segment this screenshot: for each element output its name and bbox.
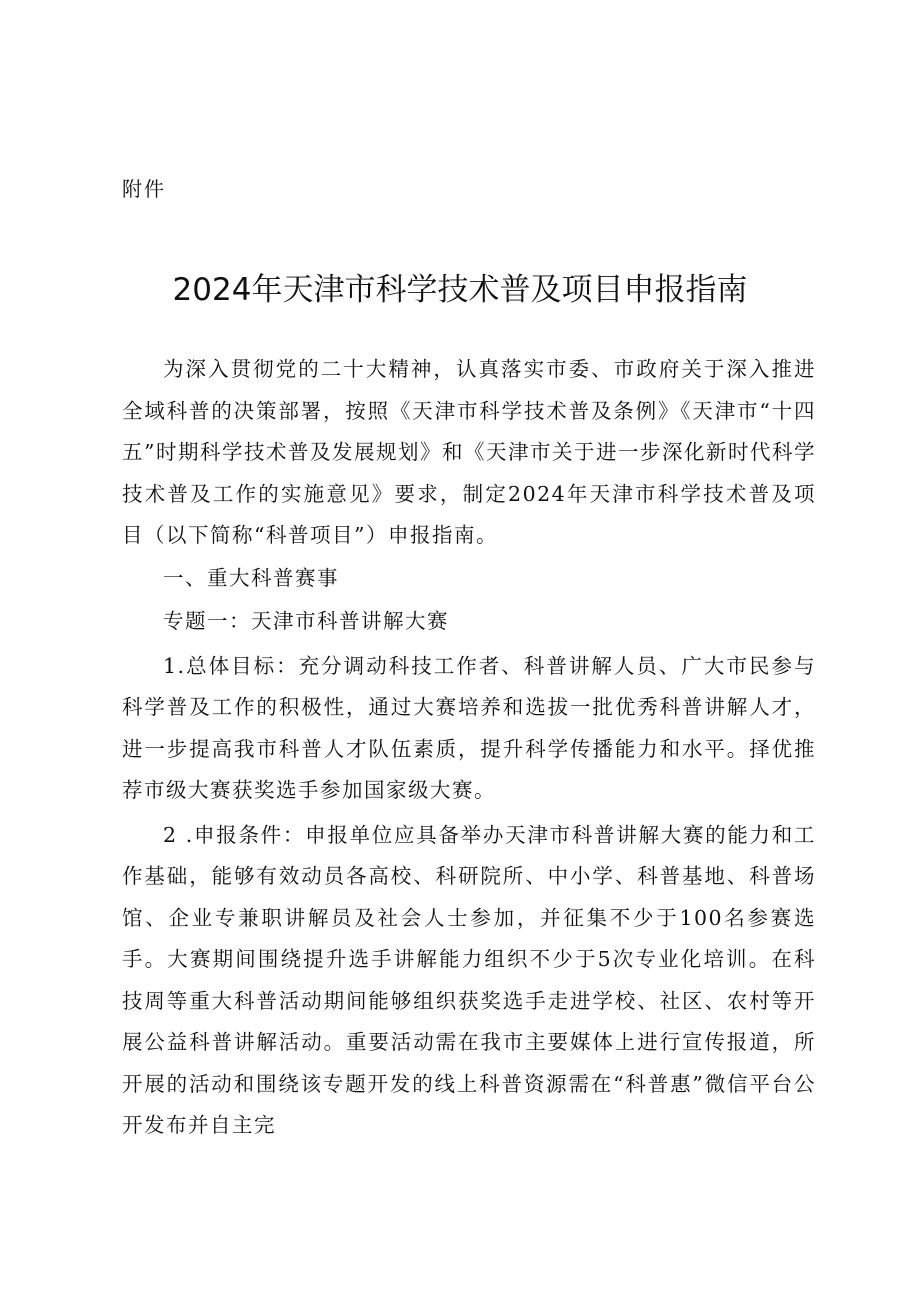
application-conditions-paragraph: 2 .申报条件：申报单位应具备举办天津市科普讲解大赛的能力和工作基础，能够有效动员各高校、科研院所、中小学、科普基地、科普场馆、企业专兼职讲解员及社会人士参加，并征集不少于100名参赛选手。大赛期间围绕提升选手讲解能力组织不少于5次专业化培训。在科技周等重大科普活动期间能够组织获奖选手走进学校、社区、农村等开展公益科普讲解活动。重要活动需在我市主要媒体上进行宣传报道，所开展的活动和围绕该专题开发的线上科普资源需在“科普惠”微信平台公开发布并自主完 bbox=[122, 822, 816, 1137]
document-body bbox=[122, 349, 816, 1147]
document-title: 2024年天津市科学技术普及项目申报指南 bbox=[172, 272, 748, 308]
topic-heading: 专题一：天津市科普讲解大赛 bbox=[163, 608, 449, 633]
attachment-label: 附件 bbox=[122, 177, 166, 201]
overall-goal-paragraph: 1.总体目标：充分调动科技工作者、科普讲解人员、广大市民参与科学普及工作的积极性，通过大赛培养和选拔一批优秀科普讲解人才，进一步提高我市科普人才队伍素质，提升科学传播能力和水平。择优推荐市级大赛获奖选手参加国家级大赛。 bbox=[122, 653, 816, 802]
section-heading: 一、重大科普赛事 bbox=[163, 565, 339, 590]
intro-paragraph: 为深入贯彻党的二十大精神，认真落实市委、市政府关于深入推进全域科普的决策部署，按照《天津市科学技术普及条例》《天津市“十四五”时期科学技术普及发展规划》和《天津市关于进一步深化新时代科学技术普及工作的实施意见》要求，制定2024年天津市科学技术普及项目（以下简称“科普项目”）申报指南。 bbox=[122, 357, 816, 547]
